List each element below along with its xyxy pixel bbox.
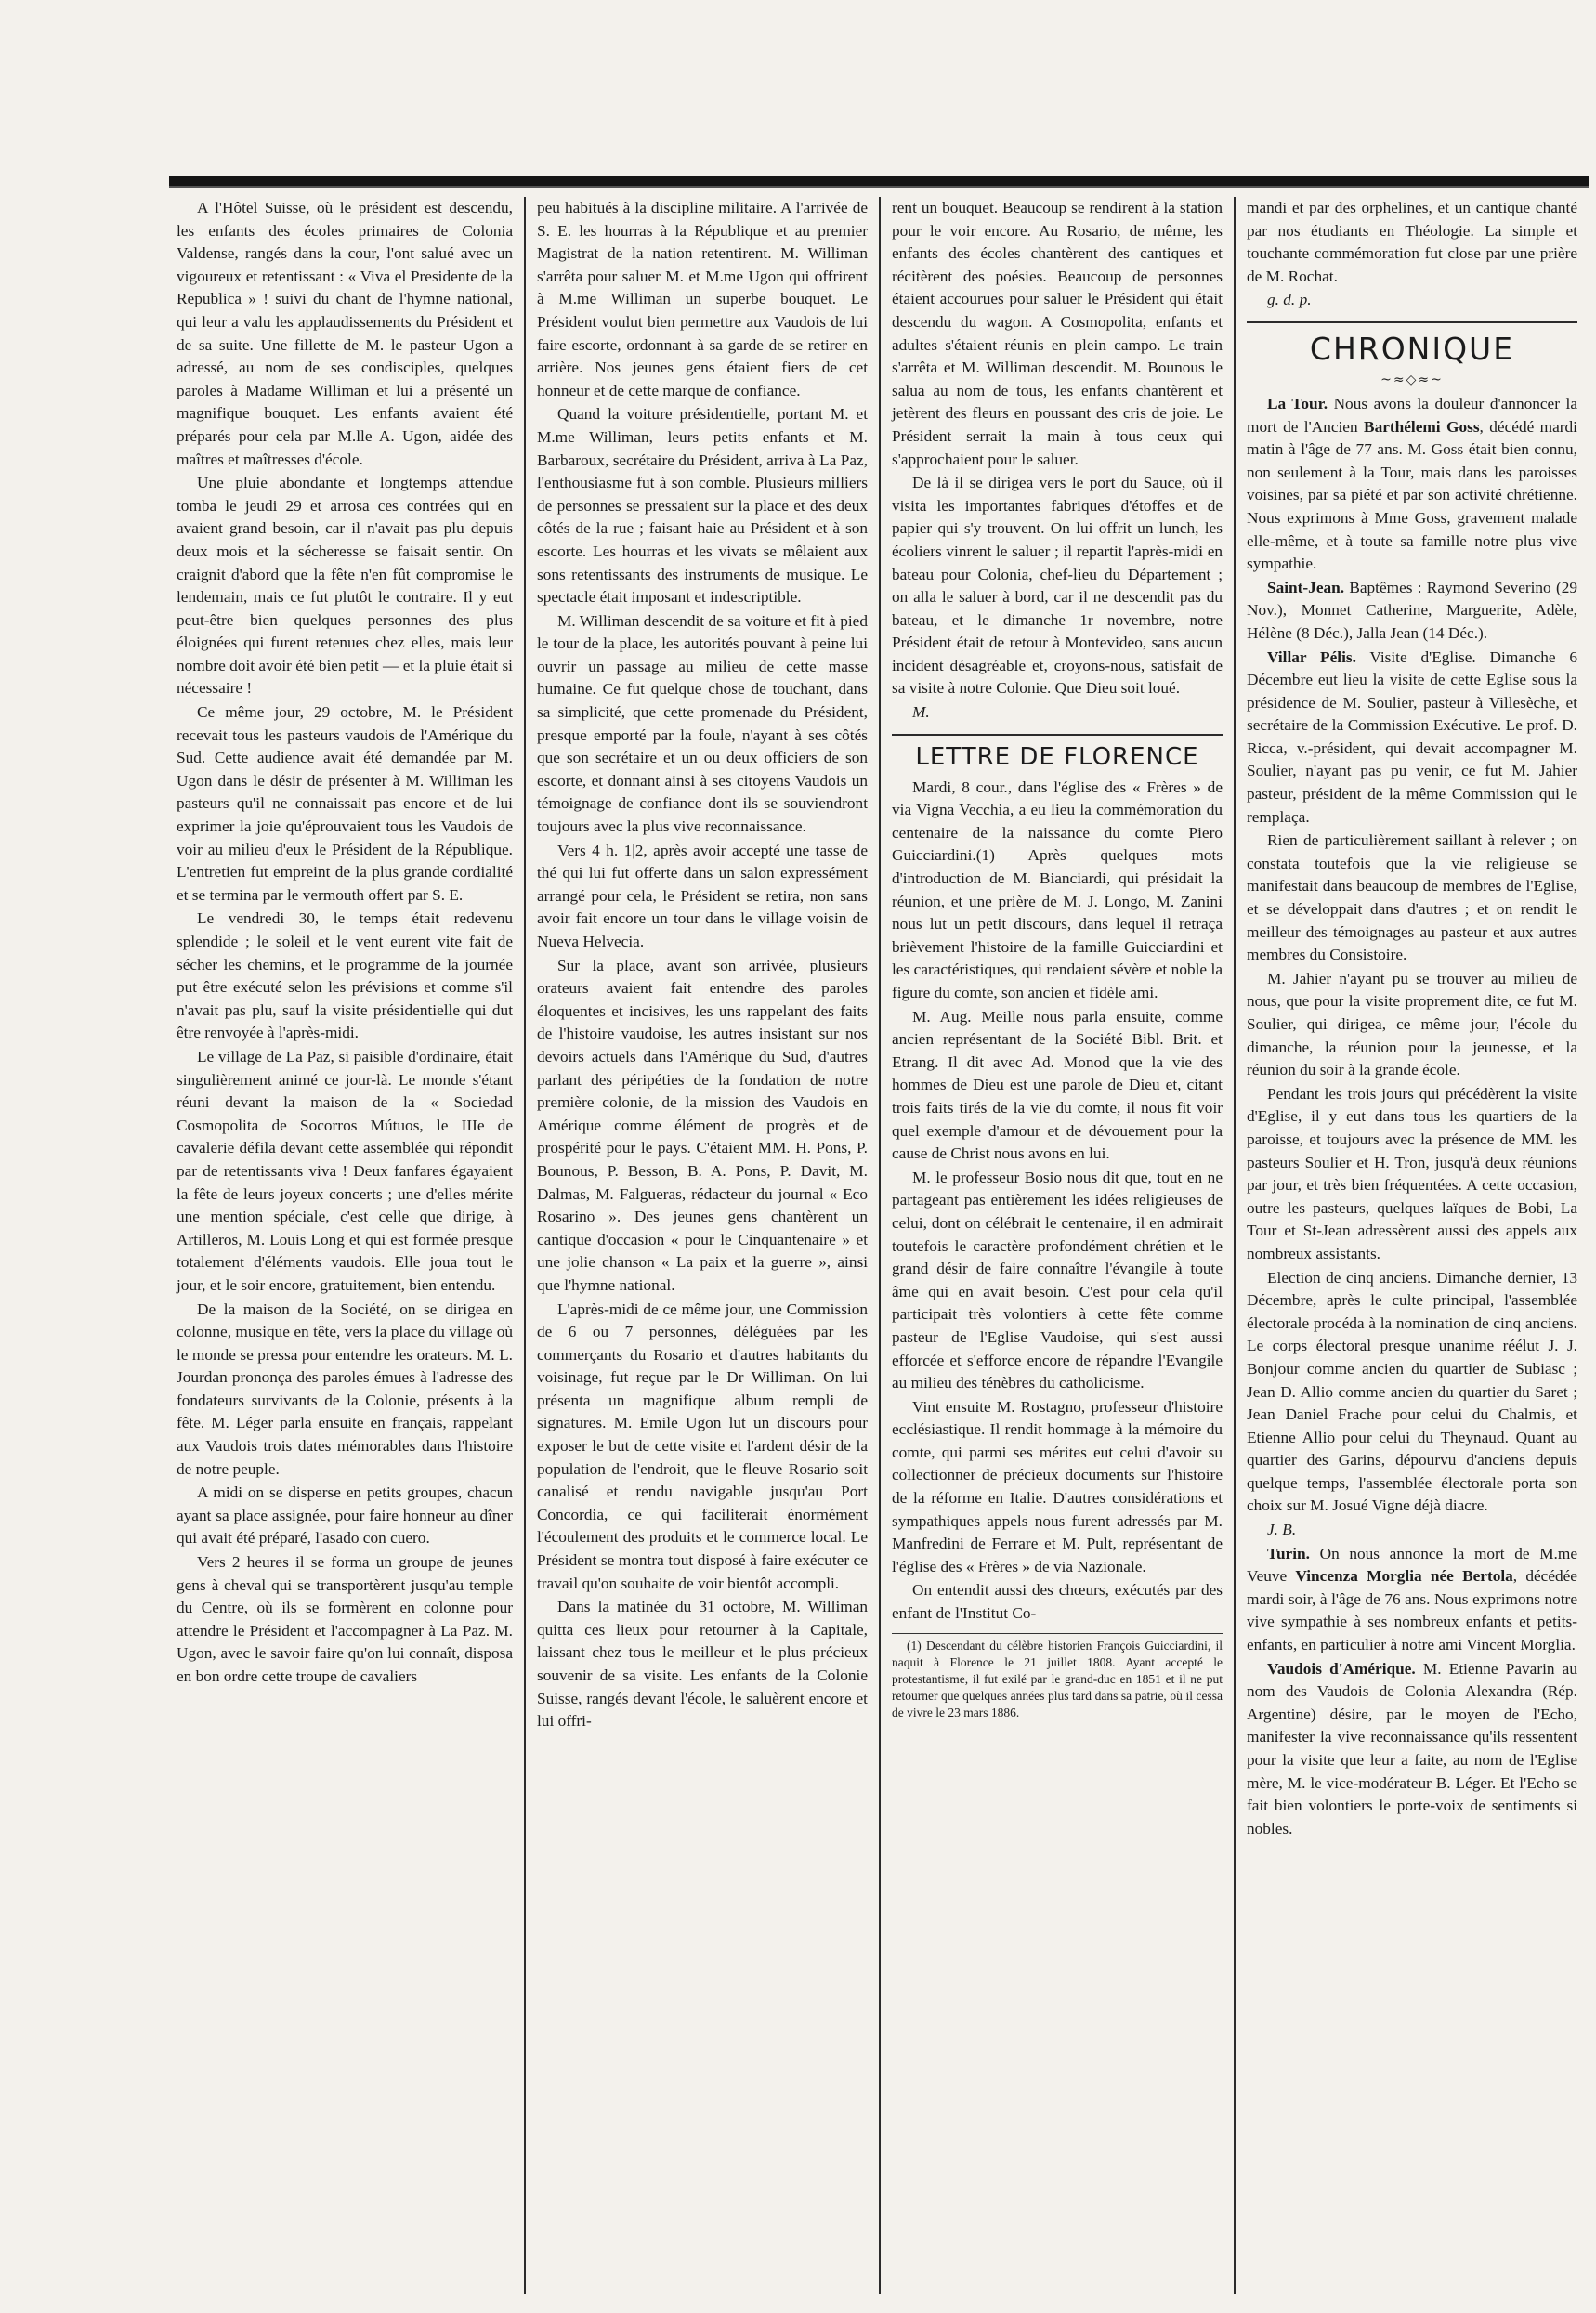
paragraph: A l'Hôtel Suisse, où le président est descendu, les enfants des écoles primaires de Colonia Valdense, rangés dans la cour, l'ont salué avec un vigoureux et retentissant : « Viva el Presidente de la Republica » ! suivi du chant de l'hymne national, qui leur a valu les applaudissements du Président et de sa suite. Une fillette de M. le pasteur Ugon a adressé, au nom de ses condisciples, quelques paroles à Madame Williman et lui a présenté un magnifique bouquet. Les enfants avaient été préparés pour cela par M.lle A. Ugon, aidée des maîtres et maîtresses d'école. — [177, 199, 513, 468]
place-label: Vaudois d'Amérique. — [1267, 1659, 1416, 1678]
paragraph: Une pluie abondante et longtemps attendue tomba le jeudi 29 et arrosa ces contrées qui en avaient grand besoin, car il n'avait pas plu depuis deux mois et la sécheresse se faisait sentir. On craignit d'abord que la fête n'en fût compromise le lendemain, mais ce fut plutôt le contraire. Il y eut peut-être bien quelques personnes des plus éloignées qui furent retenues chez elles, mais leur nombre doit avoir été bien petit — et la pluie était si nécessaire ! — [177, 474, 513, 698]
footnote — [892, 1633, 1223, 1721]
paragraph: L'après-midi de ce même jour, une Commission de 6 ou 7 personnes, déléguées par les commerçants du Rosario et d'autres habitants du voisinage, fut reçue par le Dr Williman. On lui présenta un magnifique album rempli de signatures. M. Emile Ugon lut un discours pour exposer le but de cette visite et l'ardent désir de la population de l'endroit, que le fleuve Rosario soit canalisé et rendu navigable jusqu'au Port Concordia, ce qui faciliterait énormément l'écoulement des produits et le commerce local. Le Président se montra tout disposé à faire exécuter ce travail qu'on souhaite de voir bientôt accompli. — [537, 1300, 868, 1592]
person-name: Barthélemi Goss — [1364, 417, 1480, 436]
paragraph: Pendant les trois jours qui précédèrent la visite d'Eglise, il y eut dans tous les quartiers de la paroisse, et toujours avec la présence de MM. les pasteurs Soulier et H. Tron, jusqu'à deux réunions par jour, et très bien fréquentées. A cette occasion, outre les pasteurs, quelques laïques de Bobi, La Tour et St-Jean adressèrent aussi des appels aux nombreux assistants. — [1247, 1084, 1577, 1262]
news-item-saint-jean — [1247, 577, 1577, 646]
paragraph: On entendit aussi des chœurs, exécutés par des enfant de l'Institut Co- — [892, 1581, 1223, 1623]
paragraph: Dans la matinée du 31 octobre, M. Williman quitta ces lieux pour retourner à la Capitale, laissant chez tous le meilleur et le plus précieux souvenir de sa visite. Les enfants de la Colonie Suisse, rangés devant l'école, le saluèrent encore et lui offri- — [537, 1598, 868, 1731]
text-columns — [169, 197, 1589, 2294]
column-3 — [879, 197, 1234, 2294]
section-title-lettre-de-florence: LETTRE DE FLORENCE — [892, 734, 1223, 771]
paragraph: Mardi, 8 cour., dans l'église des « Frères » de via Vigna Vecchia, a eu lieu la commémoration du centenaire de la naissance du comte Piero Guicciardini.(1) Après quelques mots d'introduction de M. Bianciardi, qui présidait la réunion, et une prière de M. J. Longo, M. Zanini nous lut un petit discours, dans lequel il retraça brièvement l'histoire de la famille Guicciardini et les caractéristiques, qui rendaient sévère et noble la figure du comte, son ancien et fidèle ami. — [892, 778, 1223, 1001]
paragraph: M. Aug. Meille nous parla ensuite, comme ancien représentant de la Société Bibl. Brit. et Etrang. Il dit avec Ad. Monod que la vie des hommes de Dieu est une parole de Dieu et, citant trois faits tirés de la vie du comte, il nous fit voir quel exemple d'amour et de dévouement pour la cause de Christ nous avons en lui. — [892, 1007, 1223, 1163]
paragraph: Quand la voiture présidentielle, portant M. et M.me Williman, leurs petits enfants et M. Barbaroux, secrétaire du Président, arriva à La Paz, l'enthousiasme fut à son comble. Plusieurs milliers de personnes se pressaient sur la place et des deux côtés de la rue ; faisant haie au Président et à son escorte. Les hourras et les vivats se mêlaient aux sons retentissants des instruments de musique. Le spectacle était imposant et indescriptible. — [537, 405, 868, 607]
paragraph: De là il se dirigea vers le port du Sauce, où il visita les importantes fabriques d'étoffes et de papier qui s'y trouvent. On lui offrit un lunch, les écoliers vinrent le saluer ; il repartit l'après-midi en bateau pour Colonia, chef-lieu du Département ; on alla le saluer à bord, car il ne descendit pas du bateau, et le dimanche 1r novembre, notre Président était de retour à Montevideo, sans aucun incident désagréable et, croyons-nous, satisfait de sa visite à notre Colonie. Que Dieu soit loué. — [892, 474, 1223, 698]
paragraph: Rien de particulièrement saillant à relever ; on constata toutefois que la vie religieuse se manifestait dans beaucoup de membres de l'Eglise, et se développait dans d'autres ; et on rendit le meilleur des témoignages au pasteur et aux autres membres du Consistoire. — [1247, 831, 1577, 964]
news-text: On nous annonce la mort de M.me Veuve — [1247, 1544, 1577, 1586]
ornament-divider: ~≈◇≈~ — [1380, 372, 1444, 387]
paragraph: peu habitués à la discipline militaire. A l'arrivée de S. E. les hourras à la République et au premier Magistrat de la nation retentirent. M. Williman s'arrêta pour saluer M. et M.me Ugon qui offrirent à M.me Williman un superbe bouquet. Le Président voulut bien permettre aux Vaudois de lui faire escorte, ordonnant à sa garde de se retirer en arrière. Nos jeunes gens étaient fiers de cet honneur et de cette marque de confiance. — [537, 199, 868, 399]
signature: J. B. — [1267, 1521, 1297, 1539]
paragraph: M. Williman descendit de sa voiture et fit à pied le tour de la place, les autorités pouvant à peine lui ouvrir un passage au milieu de cette masse humaine. Ce fut quelque chose de touchant, dans sa simplicité, que cette promenade du Président, presque emporté par la foule, n'ayant à ses côtés que son secrétaire et un ou deux officiers de son escorte, et donnant ainsi à ses citoyens Vaudois un témoignage de confiance dont ils se souviendront toujours avec la plus vive reconnaissance. — [537, 611, 868, 836]
news-item-la-tour — [1247, 393, 1577, 576]
place-label: Villar Pélis. — [1267, 647, 1356, 666]
column-1 — [169, 197, 524, 2294]
place-label: La Tour. — [1267, 394, 1328, 412]
news-text: Visite d'Eglise. Dimanche 6 Décembre eut lieu la visite de cette Eglise sous la présidence de M. Soulier, pasteur à Villesèche, et secrétaire de la Commission Exécutive. Le prof. D. Ricca, v.-président, qui devait accompagner M. Soulier, n'ayant pas pu venir, ce fut M. Jahier pasteur, président de la même Commission qui le remplaça. — [1247, 647, 1577, 826]
footnote-text: (1) Descendant du célèbre historien François Guicciardini, il naquit à Florence le 21 juillet 1808. Ayant accepté le protestantisme, il fut exilé par le grand-duc en 1851 et il ne put retourner que quelques années plus tard dans sa patrie, où il cessa de vivre le 23 mars 1886. — [892, 1638, 1223, 1719]
paragraph: M. le professeur Bosio nous dit que, tout en ne partageant pas entièrement les idées religieuses de celui, dont on célébrait le centenaire, il en admirait toutefois le caractère profondément chrétien et le grand désir de faire connaître l'évangile à toute âme qui en avait besoin. C'est pour cela qu'il participait très volontiers à cette fête comme pasteur de l'Eglise Vaudoise, qui s'est aussi efforcée et s'efforce encore de répandre l'Evangile au milieu des ténèbres du catholicisme. — [892, 1168, 1223, 1392]
news-item-turin — [1247, 1543, 1577, 1657]
signature: M. — [912, 703, 930, 722]
paragraph: Vers 2 heures il se forma un groupe de jeunes gens à cheval qui se transportèrent jusqu'au temple du Centre, où ils se formèrent en colonne pour attendre le Président et l'accompagner à La Paz. M. Ugon, avec le savoir faire qu'on lui connaît, disposa en bon ordre cette troupe de cavaliers — [177, 1553, 513, 1685]
paragraph: Sur la place, avant son arrivée, plusieurs orateurs avaient fait entendre des paroles éloquentes et incisives, les uns rappelant des faits de l'histoire vaudoise, les autres insistant sur nos devoirs actuels dans l'Amérique du Sud, d'autres parlant des péripéties de la fondation de notre première colonie, de la mission des Vaudois en Amérique comme élément de progrès et de prospérité pour le pays. C'étaient MM. H. Pons, P. Bounous, P. Besson, B. A. Pons, P. Davit, M. Dalmas, M. Falgueras, rédacteur du journal « Eco Rosarino ». Des jeunes gens chantèrent un cantique d'occasion « pour le Cinquantenaire » et une jolie chanson « La paix et la guerre », ainsi que l'hymne national. — [537, 956, 868, 1294]
signature: g. d. p. — [1267, 291, 1312, 309]
news-text: M. Etienne Pavarin au nom des Vaudois de Colonia Alexandra (Rép. Argentine) désire, par le moyen de l'Echo, manifester la vive reconnaissance qu'ils ressentent pour la visite que leur a faite, au nom de l'Eglise mère, M. le vice-modérateur B. Léger. Et l'Echo se fait bien volontiers le porte-voix de sentiments si nobles. — [1247, 1659, 1577, 1837]
paragraph: rent un bouquet. Beaucoup se rendirent à la station pour le voir encore. Au Rosario, de même, les enfants des écoles chantèrent des cantiques et récitèrent des poésies. Beaucoup de personnes étaient accourues pour saluer le Président qui était descendu du wagon. A Cosmopolita, enfants et adultes s'étaient réunis en plein campo. Le train s'arrêta et M. Williman descendit. M. Bounous le salua au nom de tous, les enfants chantèrent et jetèrent des fleurs en poussant des cris de joie. Le Président serrait la main à tous ceux qui s'approchaient pour le saluer. — [892, 199, 1223, 468]
top-rule — [169, 176, 1589, 188]
place-label: Turin. — [1267, 1544, 1310, 1562]
paragraph: Vers 4 h. 1|2, après avoir accepté une tasse de thé qui lui fut offerte dans un salon expressément arrangé pour cela, le Président se retira, non sans avoir fait encore un tour dans le village voisin de Nueva Helvecia. — [537, 841, 868, 950]
news-text: , décédé mardi matin à l'âge de 77 ans. M. Goss était bien connu, non seulement à la Tour, mais dans les paroisses voisines, par sa piété et par son activité chrétienne. Nous exprimons à Mme Goss, gravement malade elle-même, et à toute sa famille notre plus vive sympathie. — [1247, 417, 1577, 573]
news-text: , décédée mardi soir, à l'âge de 76 ans. Nous exprimons notre vive sympathie à ses nombreux enfants et petits-enfants, en particulier à notre ami Vincent Morglia. — [1247, 1567, 1577, 1654]
paragraph: Ce même jour, 29 octobre, M. le Président recevait tous les pasteurs vaudois de l'Amérique du Sud. Cette audience avait été demandée par M. Ugon dans le désir de présenter à M. Williman les pasteurs qu'il ne connaissait pas encore et de lui exprimer la joie qu'éprouvaient tous les Vaudois de voir au milieu d'eux le Président de la République. L'entretien fut empreint de la plus grande cordialité et se termina par le vermouth offert par S. E. — [177, 703, 513, 904]
paragraph: Le village de La Paz, si paisible d'ordinaire, était singulièrement animé ce jour-là. Le monde s'étant réuni devant la maison de la « Sociedad Cosmopolita de Socorros Mútuos, le IIIe de cavalerie défila devant cette assemblée qui répondit par de retentissants viva ! Deux fanfares égayaient la fête de leurs joyeux concerts ; une d'elles mérite une mention spéciale, c'est celle que dirige, à Artilleros, M. Louis Long et qui est formée presque totalement d'éléments vaudois. Elle joua tout le jour, et le soir encore, gratuitement, bien entendu. — [177, 1047, 513, 1294]
news-text: Nous avons la douleur d'annoncer la mort de l'Ancien — [1247, 394, 1577, 436]
person-name: Vincenza Morglia née Bertola — [1295, 1567, 1513, 1586]
paragraph: mandi et par des orphelines, et un cantique chanté par nos étudiants en Théologie. La simple et touchante commémoration fut close par une prière de M. Rochat. — [1247, 199, 1577, 285]
paragraph: De la maison de la Société, on se dirigea en colonne, musique en tête, vers la place du village où le monde se pressa pour entendre les orateurs. M. L. Jourdan prononça des paroles émues à l'adresse des fondateurs survivants de la Colonie, présents à la fête. M. Léger parla ensuite en français, rappelant aux Vaudois trois dates mémorables dans l'histoire de notre peuple. — [177, 1300, 513, 1478]
column-2 — [524, 197, 879, 2294]
news-text: Baptêmes : Raymond Severino (29 Nov.), Monnet Catherine, Marguerite, Adèle, Hélène (8 Déc.), Jalla Jean (14 Déc.). — [1247, 578, 1577, 642]
paragraph: Vint ensuite M. Rostagno, professeur d'histoire ecclésiastique. Il rendit hommage à la mémoire du comte, qui parmi ses mérites eut celui d'avoir su collectionner de précieux documents sur l'histoire de la réforme en Italie. D'autres considérations et sympathiques appels nous furent adressés par M. Manfredini de Ferrare et M. Pult, représentant de l'église des « Frères » de via Nazionale. — [892, 1397, 1223, 1575]
paragraph: Le vendredi 30, le temps était redevenu splendide ; le soleil et le vent eurent vite fait de sécher les chemins, et le programme de la journée put être exécuté selon les prévisions et comme s'il n'avait pas plu, sauf la visite présidentielle qui dut être renvoyée à l'après-midi. — [177, 909, 513, 1042]
place-label: Saint-Jean. — [1267, 578, 1345, 596]
paragraph: M. Jahier n'ayant pu se trouver au milieu de nous, que pour la visite proprement dite, ce fut M. Soulier, qui dirigea, ce même jour, l'école du dimanche, la réunion pour la jeunesse, et la réunion du soir à la grande école. — [1247, 969, 1577, 1079]
news-item-villar-pelis — [1247, 647, 1577, 830]
news-item-vaudois-amerique — [1247, 1658, 1577, 1841]
section-title-chronique: CHRONIQUE — [1247, 321, 1577, 367]
paragraph: Election de cinq anciens. Dimanche dernier, 13 Décembre, après le culte principal, l'assemblée électorale procéda à la nomination de cinq anciens. Le corps électoral presque unanime réélut J. J. Bonjour comme ancien du quartier de Subiasc ; Jean D. Allio comme ancien du quartier du Saret ; Jean Daniel Frache pour celui du Chalmis, et Etienne Allio pour celui du Theynaud. Quant au quartier des Garins, dépourvu d'anciens depuis quelque temps, l'assemblée électorale porta son choix sur M. Josué Vigne déjà diacre. — [1247, 1268, 1577, 1515]
paragraph: A midi on se disperse en petits groupes, chacun ayant sa place assignée, pour faire honneur au dîner qui avait été préparé, l'asado con cuero. — [177, 1483, 513, 1548]
column-4 — [1234, 197, 1589, 2294]
